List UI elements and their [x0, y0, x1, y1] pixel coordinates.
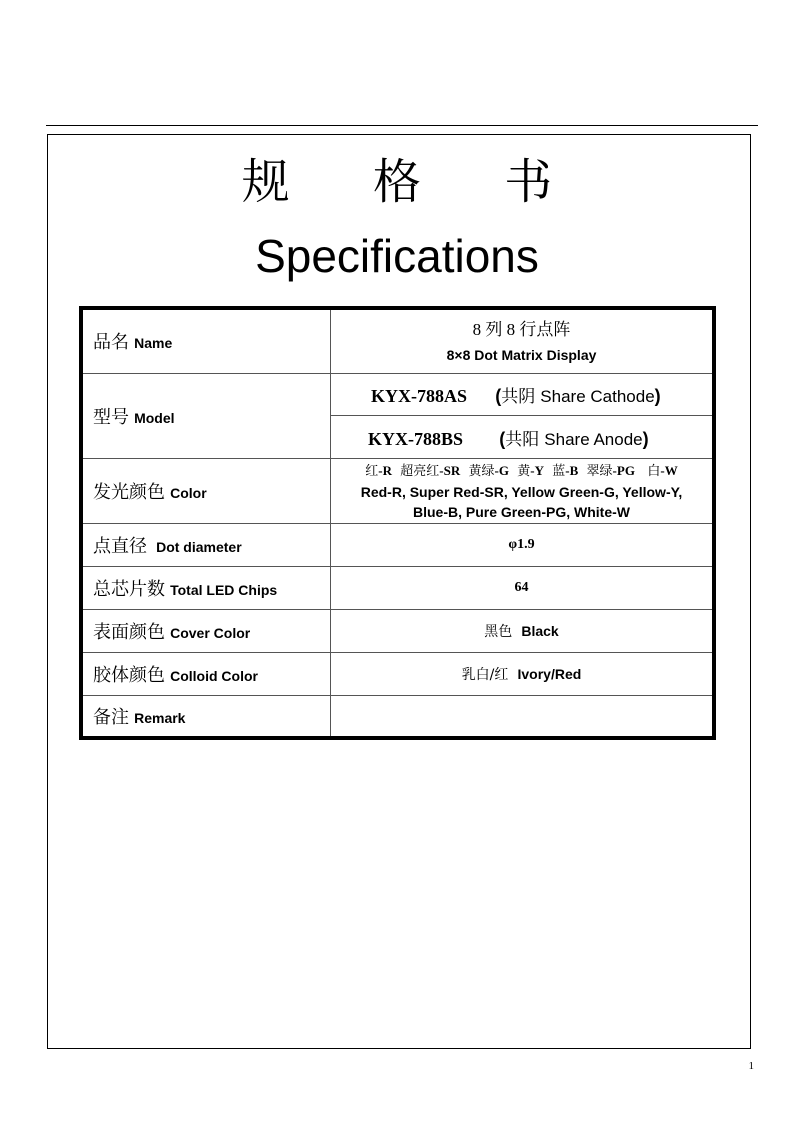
paren-open: ( — [499, 428, 506, 449]
model-as-code: KYX-788AS — [371, 386, 468, 407]
label-name — [81, 308, 331, 373]
color-code: -R — [378, 462, 393, 478]
label-cn: 胶体颜色 — [93, 664, 165, 686]
name-en: 8×8 Dot Matrix Display — [446, 347, 597, 364]
color-en-line-2: Blue-B, Pure Green-PG, White-W — [412, 503, 630, 520]
value-model-bs — [331, 416, 715, 459]
color-code: -SR — [439, 462, 461, 478]
row-remark — [81, 695, 714, 738]
color-cn: 翠绿 — [586, 463, 613, 479]
cover-cn: 黑色 — [484, 623, 513, 640]
color-cn: 蓝 — [552, 463, 566, 479]
paren-close: ) — [654, 386, 661, 407]
color-cn: 白 — [647, 463, 661, 479]
header-rule — [46, 125, 758, 126]
color-code: -PG — [612, 462, 635, 478]
label-en: Color — [170, 485, 207, 502]
label-dot-diameter — [81, 524, 331, 567]
label-colloid — [81, 652, 331, 695]
row-name — [81, 308, 714, 373]
model-bs-en: Share Anode — [544, 429, 643, 449]
label-en: Model — [134, 409, 175, 426]
color-cn: 超亮红 — [400, 463, 440, 479]
color-cn: 黄 — [517, 463, 531, 479]
paren-open: ( — [495, 386, 502, 407]
cover-en: Black — [521, 622, 559, 639]
title-english: Specifications — [255, 230, 539, 282]
colloid-en: Ivory/Red — [517, 665, 582, 682]
color-code: -W — [660, 462, 678, 478]
label-cn: 备注 — [93, 706, 129, 728]
label-cn: 表面颜色 — [93, 621, 165, 643]
label-en: Remark — [134, 709, 186, 726]
color-codes-line — [331, 461, 712, 482]
label-cn: 型号 — [93, 406, 129, 428]
page-number: 1 — [748, 1060, 754, 1072]
label-en: Total LED Chips — [170, 582, 278, 599]
colloid-cn: 乳白/红 — [461, 666, 509, 683]
label-remark — [81, 695, 331, 738]
color-code: -Y — [530, 462, 544, 478]
label-color — [81, 459, 331, 524]
value-dot-diameter: φ1.9 — [331, 524, 715, 567]
paren-close: ) — [642, 428, 649, 449]
row-colloid — [81, 652, 714, 695]
color-en-line-1: Red-R, Super Red-SR, Yellow Green-G, Yellow-Y, — [360, 483, 683, 500]
label-cn: 总芯片数 — [93, 579, 165, 601]
label-en: Colloid Color — [170, 667, 258, 684]
row-chips — [81, 567, 714, 610]
row-dot-diameter — [81, 524, 714, 567]
color-code: -B — [565, 462, 579, 478]
color-code: -G — [494, 462, 509, 478]
row-cover — [81, 610, 714, 653]
value-model-as — [331, 373, 715, 416]
value-chips: 64 — [331, 567, 715, 610]
model-as-en: Share Cathode — [540, 387, 655, 407]
label-en: Cover Color — [170, 624, 251, 641]
value-colloid — [331, 652, 715, 695]
label-chips — [81, 567, 331, 610]
row-model-as — [81, 373, 714, 416]
value-color — [331, 459, 715, 524]
label-cn: 点直径 — [93, 536, 147, 558]
label-cn: 发光颜色 — [93, 482, 165, 504]
color-cn: 黄绿 — [468, 463, 495, 479]
label-en: Name — [134, 335, 173, 352]
row-color — [81, 459, 714, 524]
value-remark — [331, 695, 715, 738]
name-cn: 8 列 8 行点阵 — [472, 320, 571, 340]
label-cover — [81, 610, 331, 653]
label-model — [81, 373, 331, 459]
model-as-cn: 共阴 — [501, 387, 536, 408]
label-cn: 品名 — [93, 332, 129, 354]
value-cover — [331, 610, 715, 653]
value-name — [331, 308, 715, 373]
model-bs-code: KYX-788BS — [368, 428, 464, 449]
title-chinese: 规 格 书 — [241, 154, 587, 210]
model-bs-cn: 共阳 — [505, 429, 540, 450]
spec-table — [79, 306, 716, 740]
color-cn: 红 — [365, 463, 379, 479]
label-en: Dot diameter — [156, 539, 242, 556]
